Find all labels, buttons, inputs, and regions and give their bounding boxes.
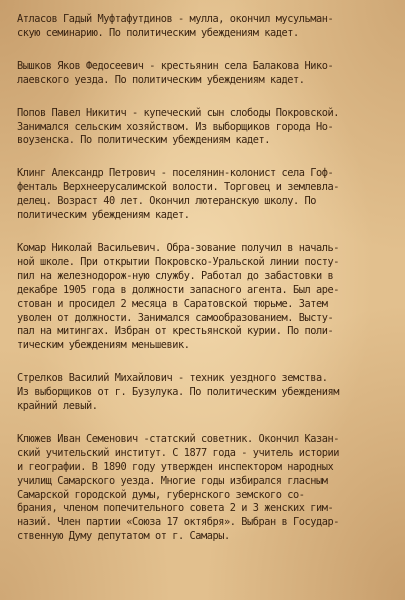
text-line: лаевского уезда. По политическим убеждениям кадет. bbox=[17, 73, 305, 86]
text-line: Комар Николай Васильевич. Обра-зование получил в началь- bbox=[17, 241, 339, 254]
text-line: декабре 1905 года в должности запасного агента. Был аре- bbox=[17, 283, 339, 296]
text-line: Занимался сельским хозяйством. Из выборщиков города Но- bbox=[17, 120, 334, 133]
text-line: Клюжев Иван Семенович -статский советник. Окончил Казан- bbox=[17, 432, 339, 445]
biography-entry bbox=[17, 167, 397, 223]
text-line: стован и просидел 2 месяца в Саратовской тюрьме. Затем bbox=[17, 297, 328, 310]
text-line: училищ Самарского уезда. Многие годы избирался гласным bbox=[17, 474, 328, 487]
text-line: брания, членом попечительного совета 2 и 3 женских гим- bbox=[17, 502, 334, 515]
text-line: тическим убеждениям меньшевик. bbox=[17, 339, 190, 352]
text-line: Стрелков Василий Михайлович - техник уездного земства. bbox=[17, 372, 328, 385]
text-line: и географии. В 1890 году утвержден инспектором народных bbox=[17, 460, 334, 473]
text-line: Попов Павел Никитич - купеческий сын слободы Покровской. bbox=[17, 106, 339, 119]
text-line: фенталь Верхнеерусалимской волости. Торговец и землевла- bbox=[17, 181, 339, 194]
biography-entry bbox=[17, 242, 397, 353]
text-line: ной школе. При открытии Покровско-Уральской линии посту- bbox=[17, 255, 339, 268]
text-line: Из выборщиков от г. Бузулука. По политическим убеждениям bbox=[17, 386, 339, 399]
text-line: Самарской городской думы, губернского земского со- bbox=[17, 488, 305, 501]
text-line: ственную Думу депутатом от г. Самары. bbox=[17, 530, 230, 543]
text-line: политическим убеждениям кадет. bbox=[17, 209, 190, 222]
text-line: уволен от должности. Занимался самообразованием. Высту- bbox=[17, 311, 334, 324]
text-line: Атласов Гадый Муфтафутдинов - мулла, окончил мусульман- bbox=[17, 13, 334, 25]
text-line: воузенска. По политическим убеждениям кадет. bbox=[17, 134, 270, 147]
text-line: скую семинарию. По политическим убеждениям кадет. bbox=[17, 26, 299, 39]
text-line: пил на железнодорож-ную службу. Работал до забастовки в bbox=[17, 269, 334, 282]
text-line: назий. Член партии «Союза 17 октября». Выбран в Государ- bbox=[17, 516, 339, 529]
text-line: Вышков Яков Федосеевич - крестьянин села Балакова Нико- bbox=[17, 59, 334, 72]
text-line: делец. Возраст 40 лет. Окончил лютеранскую школу. По bbox=[17, 195, 316, 208]
text-line: пал на митингах. Избран от крестьянской курии. По поли- bbox=[17, 325, 334, 338]
biography-entry bbox=[17, 60, 397, 88]
text-line: крайний левый. bbox=[17, 400, 98, 413]
text-line: Клинг Александр Петрович - поселянин-колонист села Гоф- bbox=[17, 167, 334, 180]
biography-entry bbox=[17, 107, 397, 149]
biography-entry bbox=[17, 433, 397, 544]
text-line: ский учительский институт. С 1877 года - учитель истории bbox=[17, 446, 339, 459]
biography-entry bbox=[17, 13, 397, 41]
biography-entry bbox=[17, 372, 397, 414]
